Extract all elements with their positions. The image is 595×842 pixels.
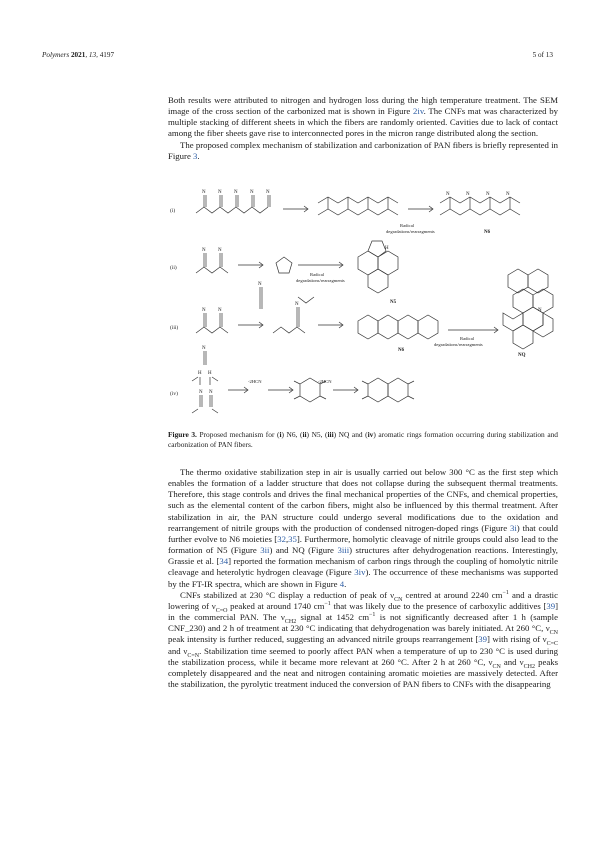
figure-link[interactable]: 3iv: [354, 567, 366, 578]
text-span: ,: [285, 533, 289, 544]
radical-label-ii-sub: degradations/rearragments: [296, 278, 345, 283]
atom-label: N: [218, 190, 222, 195]
superscript: −1: [369, 612, 376, 619]
text-span: Proposed mechanism for (: [196, 430, 280, 439]
radical-label-ii: Radical: [310, 272, 325, 277]
radical-label-i-sub: degradations/rearragments: [386, 229, 435, 234]
superscript: −1: [502, 589, 509, 596]
superscript: −1: [324, 600, 331, 607]
text-span: iv: [367, 430, 374, 439]
text-span: is not significantly decreased after 1 h (sample CNF_230) and 2 h of treatment at 230 °C indicating that dehydrogenation was barely initiated. At 260 °C, ν: [168, 612, 558, 634]
product-label-n5: N5: [390, 300, 397, 305]
paragraph-sem-results: [168, 95, 558, 140]
figure-3-caption: [168, 430, 558, 451]
atom-label: N: [250, 190, 254, 195]
subscript: C=N: [187, 652, 200, 659]
atom-label: H: [208, 371, 212, 376]
text-span: . The CNFs mat was characterized by multiple stacking of different sheets in which the fibers are randomly oriented. Cavities due to lack of contact among the fiber sheets gave rise to interconnected pores in the micron range distributed along the section.: [168, 106, 558, 139]
figure-link[interactable]: 2iv: [413, 106, 424, 117]
text-span: iii: [327, 430, 334, 439]
subscript: CN: [492, 663, 501, 670]
caption-label: Figure 3.: [168, 430, 197, 439]
row-label-iv: (iv): [170, 391, 178, 397]
atom-label: N: [466, 192, 470, 197]
text-span: peak intensity is further reduced, suggesting an advanced nitrile groups rearrangement [: [168, 634, 479, 645]
text-span: peaks completely disappeared and the neat and nitrogen containing aromatic moieties are massively detected. After the stabilization, the pyrolytic treatment induced the conversion of PAN fibers to CNFs with the disappearing: [168, 656, 558, 689]
radical-label-iii: Radical: [460, 336, 475, 341]
atom-label: N: [506, 192, 510, 197]
citation-link[interactable]: 35: [288, 533, 297, 544]
journal-year: 2021: [70, 51, 86, 59]
page-number: 5 of 13: [532, 51, 553, 59]
text-span: signal at 1452 cm: [296, 612, 370, 623]
radical-label-iii-sub: degradations/rearragments: [434, 342, 483, 347]
atom-label: N: [258, 282, 262, 287]
text-span: .: [197, 150, 200, 161]
subscript: C=C: [546, 641, 558, 648]
hcn-label-1: -2HCN: [248, 379, 262, 384]
atom-label: N: [199, 390, 203, 395]
text-span: The thermo oxidative stabilization step in air is usually carried out below 300 °C as the first step which enables the formation of a ladder structure that does not collapse during the subsequent thermal treatments. Therefore, this stage controls and drives the final mechanical properties of the CNFs, and chemical properties, such as the elemental content of the carbon fibers, might also be influenced by this thermal treatment. After stabilization in air, the PAN structure could undergo several modifications due to the oxidation and rearrangement of nitrile groups with the production of condensed nitrogen-doped rings (Figure: [168, 467, 558, 533]
atom-label: N: [202, 346, 206, 351]
citation-link[interactable]: 39: [546, 600, 556, 611]
text-span: ] reported the formation mechanism of carbon rings through the coupling of homolytic nitrile cleavage and heterolytic hydrogen cleavage (Figure: [168, 556, 558, 578]
subscript: CN: [394, 596, 403, 603]
text-span: and ν: [168, 645, 188, 656]
hcn-label-2: -2HCN: [318, 379, 332, 384]
paragraph-ftir: [168, 590, 558, 690]
text-span: ) structures after dehydrogenation reactions. Interestingly, Grassie et al. [: [168, 545, 558, 567]
text-span: ) N6, (: [281, 430, 303, 439]
row-label-ii: (ii): [170, 265, 177, 271]
atom-label: N: [538, 308, 542, 313]
atom-label: N: [486, 192, 490, 197]
running-header-citation: Polymers 2021, 13, 4197: [42, 51, 115, 59]
figure-link[interactable]: 4: [339, 578, 345, 589]
reaction-scheme: [168, 185, 560, 420]
subscript: C=O: [215, 607, 228, 614]
main-text-block: [168, 467, 558, 690]
paragraph-mechanism-intro: [168, 140, 558, 162]
row-label-iii: (iii): [170, 325, 179, 331]
text-span: peaked at around 1740 cm: [227, 600, 325, 611]
text-span: i: [279, 430, 282, 439]
text-span: . Stabilization time seemed to poorly affect PAN when a temperature of up to 230 °C is used during the stabilization process, while it became more relevant at 260 °C. After 2 h at 260 °C, ν: [168, 645, 559, 667]
text-span: ii: [302, 430, 307, 439]
atom-label: N: [202, 190, 206, 195]
atom-label: H: [385, 246, 389, 251]
text-span: ]. Furthermore, homolytic cleavage of nitrile groups could also lead to the formation of N5 (Figure: [168, 533, 558, 556]
atom-label: N: [266, 190, 270, 195]
subscript: CH2: [284, 618, 297, 625]
atom-label: N: [218, 248, 222, 253]
text-span: and a drastic lowering of ν: [168, 589, 558, 611]
figure-link[interactable]: 3iii: [337, 545, 350, 556]
atom-label: H: [198, 371, 202, 376]
text-span: Both results were attributed to nitrogen and hydrogen loss during the high temperature treatment. The SEM image of the cross section of the carbonized mat is shown in Figure: [168, 95, 558, 117]
text-span: that was likely due to the presence of carboxylic additives [: [330, 600, 547, 611]
atom-label: N: [234, 190, 238, 195]
text-span: ) that could further evolve to N6 moieties [: [168, 522, 558, 544]
atom-label: N: [202, 308, 206, 313]
product-label-nq: NQ: [518, 353, 526, 358]
text-span: ). The occurrence of these mechanisms was supported by the FT-IR spectra, which are shown in Figure: [168, 567, 558, 589]
article-number: 4197: [99, 51, 115, 59]
product-label-n6-iii: N6: [398, 348, 405, 353]
citation-link[interactable]: 32: [277, 533, 286, 544]
text-span: and ν: [500, 656, 524, 667]
atom-label: N: [202, 248, 206, 253]
atom-label: N: [218, 308, 222, 313]
citation-link[interactable]: 34: [219, 556, 229, 567]
subscript: CN: [549, 629, 558, 636]
citation-link[interactable]: 39: [478, 634, 488, 645]
journal-name: Polymers: [42, 51, 70, 59]
atom-label: N: [209, 390, 213, 395]
figure-3-mechanism: [168, 185, 560, 420]
text-span: .: [344, 578, 347, 589]
text-span: ] with rising of ν: [487, 634, 547, 645]
text-span: ) and NQ (Figure: [269, 545, 338, 556]
text-span: centred at around 2240 cm: [402, 589, 503, 600]
text-span: ) NQ and (: [333, 430, 368, 439]
text-span: ) N5, (: [306, 430, 328, 439]
figure-link[interactable]: 3: [193, 150, 198, 161]
journal-volume: 13: [88, 51, 97, 59]
text-span: ) aromatic rings formation occurring during stabilization and carbonization of PAN fibers.: [168, 430, 558, 450]
text-span: The proposed complex mechanism of stabilization and carbonization of PAN fibers is briefly represented in Figure: [168, 139, 558, 161]
text-span: ] in the commercial PAN. The ν: [168, 600, 558, 623]
product-label-n6: N6: [484, 230, 491, 235]
atom-label: N: [295, 302, 299, 307]
figure-link[interactable]: 3ii: [260, 545, 270, 556]
atom-label: N: [446, 192, 450, 197]
row-label-i: (i): [170, 208, 176, 214]
subscript: CH2: [523, 663, 535, 670]
text-span: CNFs stabilized at 230 °C display a reduction of peak of ν: [180, 589, 395, 600]
figure-link[interactable]: 3i: [509, 522, 517, 533]
radical-label-i: Radical: [400, 223, 415, 228]
paragraph-stabilization: [168, 467, 558, 590]
intro-text-block: [168, 95, 558, 162]
